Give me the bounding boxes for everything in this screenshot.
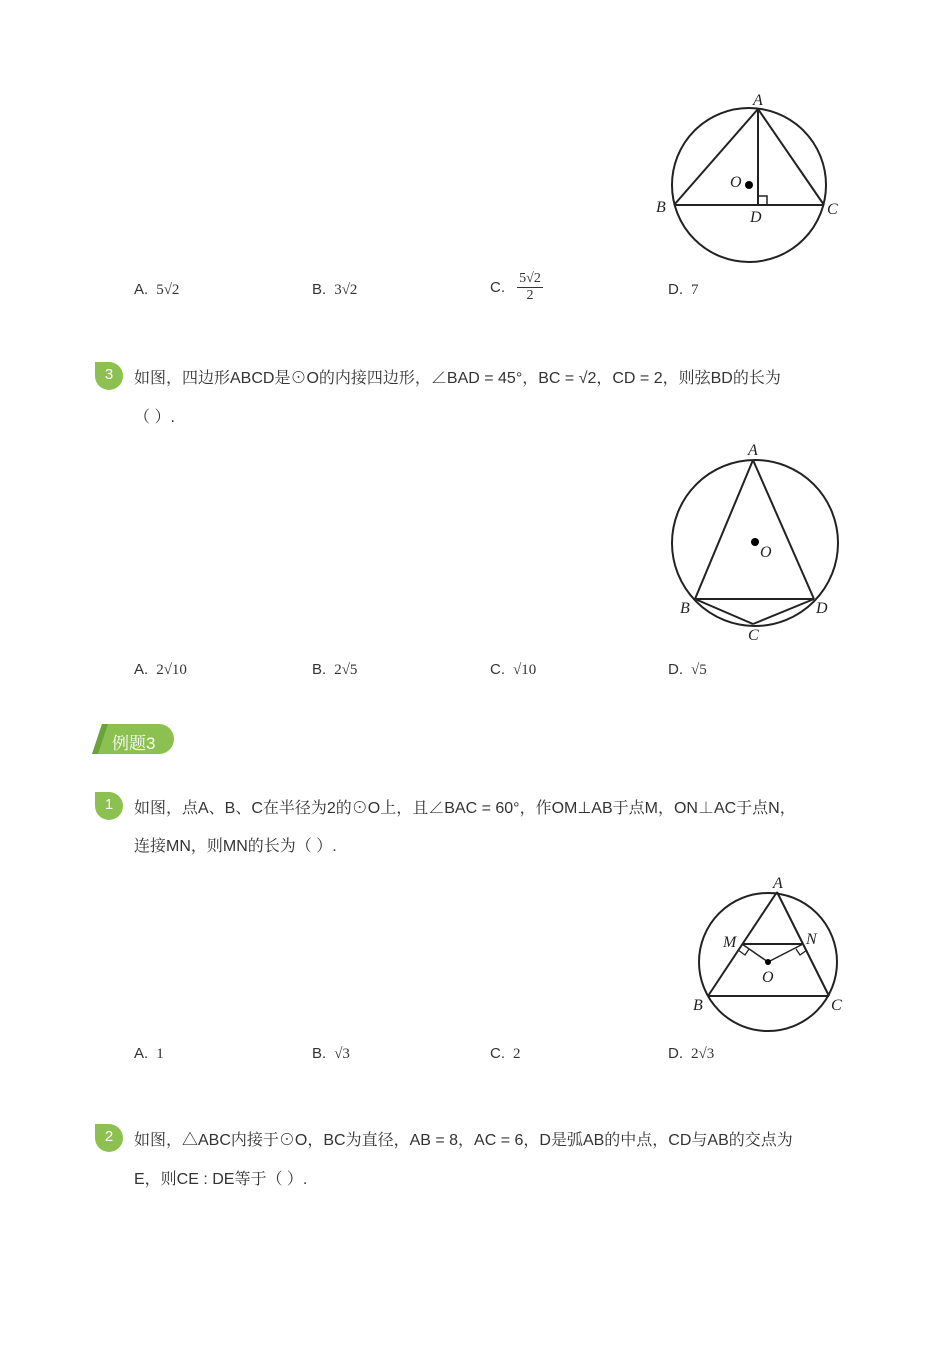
label-a: A — [773, 875, 783, 892]
label-m: M — [723, 934, 737, 951]
option-b[interactable]: B. 2√5 — [312, 661, 358, 678]
question-text-line1: 如图，△ABC内接于⊙O，BC为直径，AB = 8，AC = 6，D是弧AB的中点，CD与AB的交点为 — [134, 1132, 793, 1149]
question-text-line2: E，则CE : DE等于（ ）. — [134, 1171, 308, 1188]
label-o: O — [730, 174, 742, 191]
option-value: 3√2 — [334, 282, 358, 298]
label-o: O — [760, 544, 772, 561]
label-c: C — [827, 201, 838, 218]
option-a[interactable]: A. 1 — [134, 1045, 164, 1062]
figure-cyclic-quadrilateral — [660, 436, 860, 646]
section-title: 例题3 — [112, 734, 156, 753]
option-value: 2√5 — [334, 662, 358, 678]
option-value: 2√3 — [691, 1046, 715, 1062]
question-text-line2: （ ）. — [134, 409, 175, 426]
figure-triangle-altitude — [640, 88, 860, 268]
option-d[interactable]: D. 7 — [668, 281, 699, 298]
option-c[interactable]: C. $\frac{5√2}{2}$ — [490, 271, 541, 303]
label-d: D — [750, 209, 762, 226]
option-value: 2 — [513, 1046, 521, 1062]
figure-circle-perpendiculars — [690, 872, 860, 1037]
option-d[interactable]: D. 2√3 — [668, 1045, 715, 1062]
option-value: √3 — [334, 1046, 350, 1062]
question-number-badge: 3 — [94, 361, 124, 391]
label-o: O — [762, 969, 774, 986]
section-header — [92, 724, 174, 754]
option-c[interactable]: C. 2 — [490, 1045, 521, 1062]
option-c[interactable]: C. √10 — [490, 661, 537, 678]
option-a[interactable]: A. 5√2 — [134, 281, 180, 298]
label-b: B — [656, 199, 666, 216]
label-a: A — [748, 442, 758, 459]
option-b[interactable]: B. √3 — [312, 1045, 350, 1062]
option-d[interactable]: D. √5 — [668, 661, 707, 678]
option-value: √10 — [513, 662, 537, 678]
label-d: D — [816, 600, 828, 617]
label-n: N — [806, 931, 817, 948]
option-value: 7 — [691, 282, 699, 298]
question-number-badge: 1 — [94, 791, 124, 821]
option-value: 5√2 — [156, 282, 180, 298]
label-a: A — [753, 92, 763, 109]
question-text-line1: 如图，四边形ABCD是⊙O的内接四边形，∠BAD = 45°，BC = √2，CD = 2，则弦BD的长为 — [134, 370, 781, 387]
option-a[interactable]: A. 2√10 — [134, 661, 187, 678]
option-value: √5 — [691, 662, 707, 678]
option-value-fraction: $\frac{5√2}{2}$ — [519, 271, 541, 303]
label-b: B — [693, 997, 703, 1014]
question-number-badge: 2 — [94, 1123, 124, 1153]
label-c: C — [831, 997, 842, 1014]
label-b: B — [680, 600, 690, 617]
question-text-line2: 连接MN，则MN的长为（ ）. — [134, 838, 337, 855]
label-c: C — [748, 627, 759, 644]
question-text-line1: 如图，点A、B、C在半径为2的⊙O上，且∠BAC = 60°，作OM⊥AB于点M，ON⊥AC于点N， — [134, 800, 796, 817]
option-b[interactable]: B. 3√2 — [312, 281, 358, 298]
option-value: 2√10 — [156, 662, 187, 678]
option-value: 1 — [156, 1046, 164, 1062]
